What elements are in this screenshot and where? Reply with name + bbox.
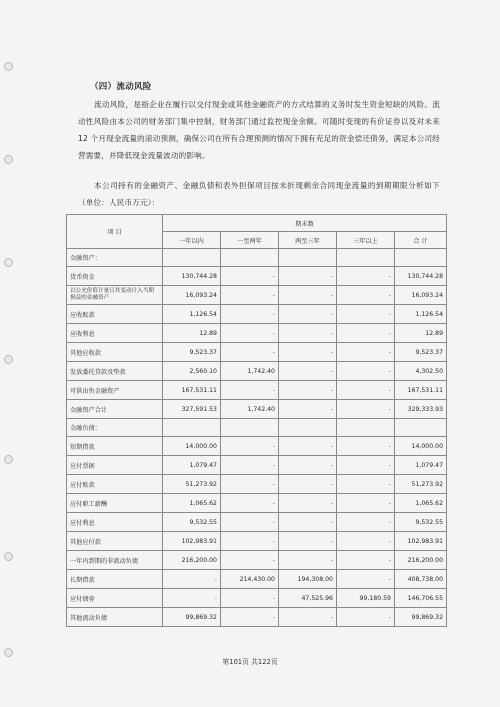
- value-cell: 51,273.92: [395, 475, 447, 494]
- column-header: 一至两年: [221, 232, 279, 249]
- value-cell: -: [279, 513, 337, 532]
- value-cell: -: [337, 267, 395, 286]
- liquidity-risk-paragraph: 流动风险，是指企业在履行以交付现金或其他金融资产的方式结算的义务时发生资金短缺的风险。流动性风险由本公司的财务部门集中控制，财务部门通过监控现金余额、可随时变现的有价证券以及对未来 12 个月现金流量的滚动预测，确保公司在所有合理预测的情况下拥有充足的资金偿还债务，满足本公司经营需要，并降低现金流量波动的影响。: [78, 100, 440, 160]
- value-cell: 167,531.11: [395, 381, 447, 400]
- value-cell: 1,079.47: [395, 456, 447, 475]
- value-cell: 9,532.55: [395, 513, 447, 532]
- empty-cell: [163, 419, 221, 437]
- value-cell: 216,200.00: [395, 551, 447, 570]
- value-cell: -: [279, 286, 337, 305]
- value-cell: -: [279, 305, 337, 324]
- row-label: 短期借款: [67, 437, 163, 456]
- row-label: 应付利息: [67, 513, 163, 532]
- value-cell: 51,273.92: [163, 475, 221, 494]
- value-cell: -: [221, 343, 279, 362]
- value-cell: -: [279, 324, 337, 343]
- value-cell: -: [279, 494, 337, 513]
- table-row: [67, 343, 447, 362]
- value-cell: -: [337, 286, 395, 305]
- value-cell: -: [337, 570, 395, 589]
- value-cell: -: [337, 343, 395, 362]
- value-cell: 12.89: [163, 324, 221, 343]
- row-label: 应付票据: [67, 456, 163, 475]
- table-row: [67, 324, 447, 343]
- value-cell: -: [337, 324, 395, 343]
- value-cell: 1,065.62: [395, 494, 447, 513]
- value-cell: 99,869.32: [163, 608, 221, 627]
- empty-cell: [221, 249, 279, 267]
- table-row: [67, 362, 447, 381]
- row-label: 应付账款: [67, 475, 163, 494]
- value-cell: -: [279, 608, 337, 627]
- row-label: 应收账款: [67, 305, 163, 324]
- value-cell: 102,983.91: [163, 532, 221, 551]
- page-number: 第101页 共122页: [222, 658, 278, 666]
- table-row: [67, 305, 447, 324]
- value-cell: 47,525.96: [279, 589, 337, 608]
- empty-cell: [163, 249, 221, 267]
- table-row: [67, 494, 447, 513]
- value-cell: -: [279, 475, 337, 494]
- value-cell: 216,200.00: [163, 551, 221, 570]
- value-cell: -: [163, 589, 221, 608]
- row-label: 其他应收款: [67, 343, 163, 362]
- table-row: [67, 381, 447, 400]
- empty-cell: [337, 249, 395, 267]
- value-cell: 1,079.47: [163, 456, 221, 475]
- row-label: 货币资金: [67, 267, 163, 286]
- section-label: 金融负债：: [67, 419, 163, 437]
- value-cell: 194,308.00: [279, 570, 337, 589]
- section-label: 金融资产：: [67, 249, 163, 267]
- table-row: [67, 456, 447, 475]
- value-cell: -: [221, 324, 279, 343]
- row-label: 以公允价值计量且其变动计入当期损益的金融资产: [67, 286, 163, 305]
- value-cell: -: [279, 437, 337, 456]
- binding-hole: [4, 455, 13, 464]
- value-cell: -: [279, 362, 337, 381]
- value-cell: -: [279, 532, 337, 551]
- value-cell: -: [279, 551, 337, 570]
- value-cell: -: [221, 267, 279, 286]
- row-label: 长期借款: [67, 570, 163, 589]
- empty-cell: [395, 249, 447, 267]
- binding-hole: [4, 155, 13, 164]
- value-cell: 327,591.53: [163, 400, 221, 419]
- value-cell: -: [221, 532, 279, 551]
- column-header-period: 期末数: [163, 215, 447, 232]
- column-header: 合 计: [395, 232, 447, 249]
- table-row: [67, 400, 447, 419]
- empty-cell: [221, 419, 279, 437]
- value-cell: -: [221, 456, 279, 475]
- value-cell: 1,126.54: [163, 305, 221, 324]
- value-cell: -: [279, 267, 337, 286]
- table-row: [67, 437, 447, 456]
- value-cell: 146,706.55: [395, 589, 447, 608]
- column-header-item: 项 目: [67, 215, 163, 249]
- table-row: [67, 608, 447, 627]
- value-cell: -: [279, 343, 337, 362]
- empty-cell: [279, 419, 337, 437]
- value-cell: -: [337, 456, 395, 475]
- empty-cell: [337, 419, 395, 437]
- binding-hole: [4, 62, 13, 71]
- maturity-table: [66, 214, 447, 627]
- value-cell: 9,532.55: [163, 513, 221, 532]
- binding-hole: [4, 258, 13, 267]
- empty-cell: [279, 249, 337, 267]
- value-cell: 1,126.54: [395, 305, 447, 324]
- value-cell: 99,180.59: [337, 589, 395, 608]
- table-row: [67, 286, 447, 305]
- value-cell: -: [221, 437, 279, 456]
- value-cell: -: [221, 513, 279, 532]
- value-cell: 408,738.00: [395, 570, 447, 589]
- value-cell: 12.89: [395, 324, 447, 343]
- value-cell: 4,302.50: [395, 362, 447, 381]
- value-cell: -: [337, 513, 395, 532]
- value-cell: 14,000.00: [395, 437, 447, 456]
- value-cell: 329,333.93: [395, 400, 447, 419]
- value-cell: -: [337, 400, 395, 419]
- section-row: [67, 419, 447, 437]
- row-label: 可供出售金融资产: [67, 381, 163, 400]
- value-cell: -: [337, 494, 395, 513]
- value-cell: -: [221, 589, 279, 608]
- value-cell: -: [221, 608, 279, 627]
- value-cell: -: [279, 456, 337, 475]
- value-cell: 14,000.00: [163, 437, 221, 456]
- row-label: 应收利息: [67, 324, 163, 343]
- value-cell: -: [337, 608, 395, 627]
- row-label: 金融资产合计: [67, 400, 163, 419]
- table-row: [67, 589, 447, 608]
- value-cell: -: [337, 437, 395, 456]
- column-header: 三年以上: [337, 232, 395, 249]
- row-label: 应付职工薪酬: [67, 494, 163, 513]
- value-cell: -: [279, 381, 337, 400]
- value-cell: -: [337, 532, 395, 551]
- row-label: 一年内到期的非流动负债: [67, 551, 163, 570]
- row-label: 其他应付款: [67, 532, 163, 551]
- table-row: [67, 570, 447, 589]
- value-cell: -: [279, 400, 337, 419]
- value-cell: -: [337, 475, 395, 494]
- empty-cell: [395, 419, 447, 437]
- value-cell: 130,744.28: [163, 267, 221, 286]
- table-row: [67, 267, 447, 286]
- table-row: [67, 475, 447, 494]
- value-cell: 130,744.28: [395, 267, 447, 286]
- section-heading: （四）流动风险: [90, 82, 152, 92]
- value-cell: -: [221, 381, 279, 400]
- table-row: [67, 532, 447, 551]
- value-cell: 16,093.24: [395, 286, 447, 305]
- value-cell: 2,560.10: [163, 362, 221, 381]
- column-header: 一年以内: [163, 232, 221, 249]
- value-cell: 102,983.91: [395, 532, 447, 551]
- row-label: 其他流动负债: [67, 608, 163, 627]
- value-cell: -: [337, 551, 395, 570]
- value-cell: -: [337, 381, 395, 400]
- binding-hole: [4, 552, 13, 561]
- row-label: 应付债券: [67, 589, 163, 608]
- value-cell: 9,523.37: [395, 343, 447, 362]
- value-cell: -: [221, 551, 279, 570]
- table-row: [67, 513, 447, 532]
- maturity-analysis-intro: 本公司持有的金融资产、金融负债和表外担保项目按未折现剩余合同现金流量的到期期限分析如下（单位：人民币万元）：: [78, 181, 440, 207]
- value-cell: -: [163, 570, 221, 589]
- table-row: [67, 551, 447, 570]
- value-cell: -: [221, 305, 279, 324]
- value-cell: -: [221, 286, 279, 305]
- value-cell: 1,742.40: [221, 362, 279, 381]
- value-cell: 1,065.62: [163, 494, 221, 513]
- value-cell: 167,531.11: [163, 381, 221, 400]
- value-cell: 214,430.00: [221, 570, 279, 589]
- value-cell: 1,742.40: [221, 400, 279, 419]
- value-cell: -: [337, 362, 395, 381]
- value-cell: 99,869.32: [395, 608, 447, 627]
- value-cell: 16,093.24: [163, 286, 221, 305]
- value-cell: 9,523.37: [163, 343, 221, 362]
- value-cell: -: [221, 494, 279, 513]
- row-label: 发放委托贷款及垫款: [67, 362, 163, 381]
- binding-hole: [4, 355, 13, 364]
- column-header: 两至三年: [279, 232, 337, 249]
- value-cell: -: [337, 305, 395, 324]
- value-cell: -: [221, 475, 279, 494]
- section-row: [67, 249, 447, 267]
